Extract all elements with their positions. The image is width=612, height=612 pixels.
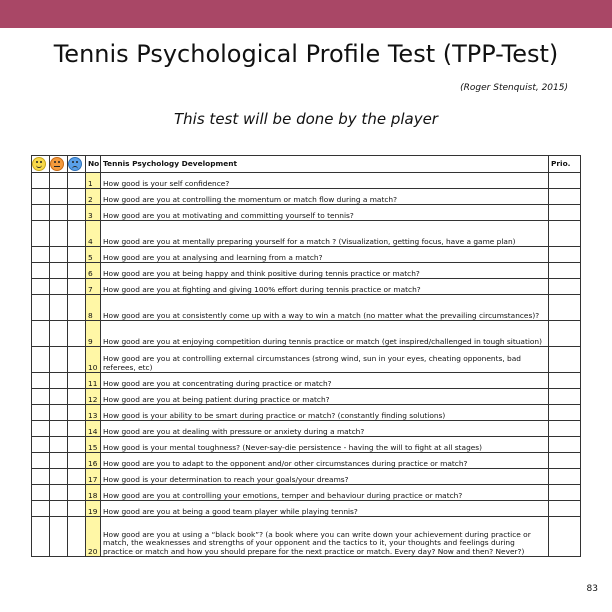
question-text: How good are you at dealing with pressure or anxiety during a match? [101, 421, 549, 437]
table-row [32, 469, 581, 485]
table-row [32, 173, 581, 189]
sad-rating-cell[interactable] [68, 517, 86, 557]
table-row [32, 347, 581, 373]
row-number: 14 [86, 421, 101, 437]
question-text: How good is your mental toughness? (Never-say-die persistence - having the will to fight at all stages) [101, 437, 549, 453]
question-text: How good are you at using a “black book”? (a book where you can write down your achievement during practice or match, the weaknesses and strengths of your opponent and the tactics to it, your thoughts and feelings during practice or match and how you should prepare for the next practice or match. Every day? Now and then? Never?) [101, 517, 549, 557]
happy-rating-cell[interactable] [32, 501, 50, 517]
happy-rating-cell[interactable] [32, 405, 50, 421]
sad-rating-cell[interactable] [68, 173, 86, 189]
neutral-rating-cell[interactable] [50, 295, 68, 321]
prio-cell[interactable] [549, 221, 581, 247]
row-number: 8 [86, 295, 101, 321]
happy-rating-cell[interactable] [32, 279, 50, 295]
sad-rating-cell[interactable] [68, 263, 86, 279]
table-row [32, 453, 581, 469]
table-row [32, 389, 581, 405]
sad-rating-cell[interactable] [68, 221, 86, 247]
sad-rating-cell[interactable] [68, 469, 86, 485]
prio-cell[interactable] [549, 485, 581, 501]
prio-column-header: Prio. [549, 156, 581, 173]
happy-rating-cell[interactable] [32, 189, 50, 205]
smiley-neutral-icon [50, 157, 64, 171]
question-text: How good are you at being patient during practice or match? [101, 389, 549, 405]
happy-rating-cell[interactable] [32, 517, 50, 557]
neutral-rating-cell[interactable] [50, 485, 68, 501]
row-number: 4 [86, 221, 101, 247]
prio-cell[interactable] [549, 389, 581, 405]
neutral-rating-cell[interactable] [50, 173, 68, 189]
prio-cell[interactable] [549, 173, 581, 189]
question-text: How good are you to adapt to the opponent and/or other circumstances during practice or match? [101, 453, 549, 469]
neutral-rating-cell[interactable] [50, 279, 68, 295]
table-row [32, 437, 581, 453]
prio-cell[interactable] [549, 321, 581, 347]
happy-rating-cell[interactable] [32, 485, 50, 501]
table-row [32, 205, 581, 221]
page-subtitle: This test will be done by the player [174, 110, 438, 128]
sad-rating-cell[interactable] [68, 453, 86, 469]
neutral-rating-cell[interactable] [50, 437, 68, 453]
row-number: 1 [86, 173, 101, 189]
happy-rating-cell[interactable] [32, 453, 50, 469]
page-title: Tennis Psychological Profile Test (TPP-Test) [53, 40, 559, 68]
sad-rating-cell[interactable] [68, 389, 86, 405]
row-number: 5 [86, 247, 101, 263]
happy-rating-cell[interactable] [32, 221, 50, 247]
table-row [32, 279, 581, 295]
happy-rating-cell[interactable] [32, 263, 50, 279]
neutral-rating-cell[interactable] [50, 221, 68, 247]
sad-rating-cell[interactable] [68, 321, 86, 347]
prio-cell[interactable] [549, 347, 581, 373]
sad-rating-cell[interactable] [68, 421, 86, 437]
sad-rating-cell[interactable] [68, 295, 86, 321]
sad-rating-cell[interactable] [68, 205, 86, 221]
question-text: How good is your self confidence? [101, 173, 549, 189]
happy-rating-cell[interactable] [32, 389, 50, 405]
row-number: 10 [86, 347, 101, 373]
neutral-rating-cell[interactable] [50, 321, 68, 347]
neutral-rating-cell[interactable] [50, 405, 68, 421]
page-number: 83 [586, 584, 598, 594]
table-row [32, 263, 581, 279]
happy-rating-cell[interactable] [32, 421, 50, 437]
prio-cell[interactable] [549, 373, 581, 389]
row-number: 9 [86, 321, 101, 347]
question-text: How good are you at controlling your emotions, temper and behaviour during practice or match? [101, 485, 549, 501]
question-text: How good are you at concentrating during practice or match? [101, 373, 549, 389]
neutral-rating-cell[interactable] [50, 205, 68, 221]
table-row [32, 501, 581, 517]
smiley-happy-icon [32, 157, 46, 171]
table-row [32, 421, 581, 437]
neutral-column-header [50, 156, 68, 173]
question-text: How good are you at analysing and learning from a match? [101, 247, 549, 263]
row-number: 17 [86, 469, 101, 485]
happy-rating-cell[interactable] [32, 173, 50, 189]
question-text: How good are you at enjoying competition during tennis practice or match (get inspired/challenged in tough situation) [101, 321, 549, 347]
happy-rating-cell[interactable] [32, 437, 50, 453]
table-row [32, 517, 581, 557]
happy-rating-cell[interactable] [32, 295, 50, 321]
prio-cell[interactable] [549, 295, 581, 321]
happy-rating-cell[interactable] [32, 205, 50, 221]
table-row [32, 405, 581, 421]
prio-cell[interactable] [549, 453, 581, 469]
question-text: How good are you at controlling external circumstances (strong wind, sun in your eyes, cheating opponents, bad referees, etc) [101, 347, 549, 373]
row-number: 3 [86, 205, 101, 221]
neutral-rating-cell[interactable] [50, 453, 68, 469]
sad-rating-cell[interactable] [68, 347, 86, 373]
table-header-row [32, 156, 581, 173]
happy-rating-cell[interactable] [32, 373, 50, 389]
neutral-rating-cell[interactable] [50, 263, 68, 279]
row-number: 18 [86, 485, 101, 501]
row-number: 7 [86, 279, 101, 295]
question-text: How good are you at fighting and giving 100% effort during tennis practice or match? [101, 279, 549, 295]
top-color-band [0, 0, 612, 28]
row-number: 12 [86, 389, 101, 405]
table-row [32, 221, 581, 247]
sad-column-header [68, 156, 86, 173]
row-number: 20 [86, 517, 101, 557]
prio-cell[interactable] [549, 247, 581, 263]
question-text: How good are you at controlling the momentum or match flow during a match? [101, 189, 549, 205]
sad-rating-cell[interactable] [68, 437, 86, 453]
prio-cell[interactable] [549, 189, 581, 205]
tpp-test-table [31, 155, 581, 557]
row-number: 15 [86, 437, 101, 453]
question-text: How good are you at mentally preparing yourself for a match ? (Visualization, getting focus, have a game plan) [101, 221, 549, 247]
table-row [32, 321, 581, 347]
table-row [32, 373, 581, 389]
happy-column-header [32, 156, 50, 173]
prio-cell[interactable] [549, 421, 581, 437]
happy-rating-cell[interactable] [32, 247, 50, 263]
prio-cell[interactable] [549, 469, 581, 485]
prio-cell[interactable] [549, 405, 581, 421]
neutral-rating-cell[interactable] [50, 421, 68, 437]
row-number: 6 [86, 263, 101, 279]
sad-rating-cell[interactable] [68, 279, 86, 295]
neutral-rating-cell[interactable] [50, 247, 68, 263]
neutral-rating-cell[interactable] [50, 501, 68, 517]
row-number: 13 [86, 405, 101, 421]
table-row [32, 295, 581, 321]
question-text: How good are you at motivating and committing yourself to tennis? [101, 205, 549, 221]
question-text: How good are you at being a good team player while playing tennis? [101, 501, 549, 517]
row-number: 19 [86, 501, 101, 517]
row-number: 2 [86, 189, 101, 205]
no-column-header: No [86, 156, 101, 173]
row-number: 11 [86, 373, 101, 389]
sad-rating-cell[interactable] [68, 405, 86, 421]
question-text: How good are you at consistently come up with a way to win a match (no matter what the prevailing circumstances)? [101, 295, 549, 321]
row-number: 16 [86, 453, 101, 469]
neutral-rating-cell[interactable] [50, 373, 68, 389]
citation: (Roger Stenquist, 2015) [460, 83, 568, 93]
sad-rating-cell[interactable] [68, 373, 86, 389]
prio-cell[interactable] [549, 501, 581, 517]
prio-cell[interactable] [549, 437, 581, 453]
prio-cell[interactable] [549, 205, 581, 221]
happy-rating-cell[interactable] [32, 347, 50, 373]
table-row [32, 485, 581, 501]
neutral-rating-cell[interactable] [50, 347, 68, 373]
question-column-header: Tennis Psychology Development [101, 156, 549, 173]
question-text: How good is your determination to reach your goals/your dreams? [101, 469, 549, 485]
neutral-rating-cell[interactable] [50, 189, 68, 205]
sad-rating-cell[interactable] [68, 189, 86, 205]
question-text: How good are you at being happy and think positive during tennis practice or match? [101, 263, 549, 279]
happy-rating-cell[interactable] [32, 469, 50, 485]
table-row [32, 247, 581, 263]
sad-rating-cell[interactable] [68, 247, 86, 263]
neutral-rating-cell[interactable] [50, 389, 68, 405]
prio-cell[interactable] [549, 263, 581, 279]
smiley-sad-icon [68, 157, 82, 171]
happy-rating-cell[interactable] [32, 321, 50, 347]
neutral-rating-cell[interactable] [50, 517, 68, 557]
sad-rating-cell[interactable] [68, 485, 86, 501]
prio-cell[interactable] [549, 517, 581, 557]
question-text: How good is your ability to be smart during practice or match? (constantly finding solutions) [101, 405, 549, 421]
sad-rating-cell[interactable] [68, 501, 86, 517]
table-row [32, 189, 581, 205]
prio-cell[interactable] [549, 279, 581, 295]
neutral-rating-cell[interactable] [50, 469, 68, 485]
